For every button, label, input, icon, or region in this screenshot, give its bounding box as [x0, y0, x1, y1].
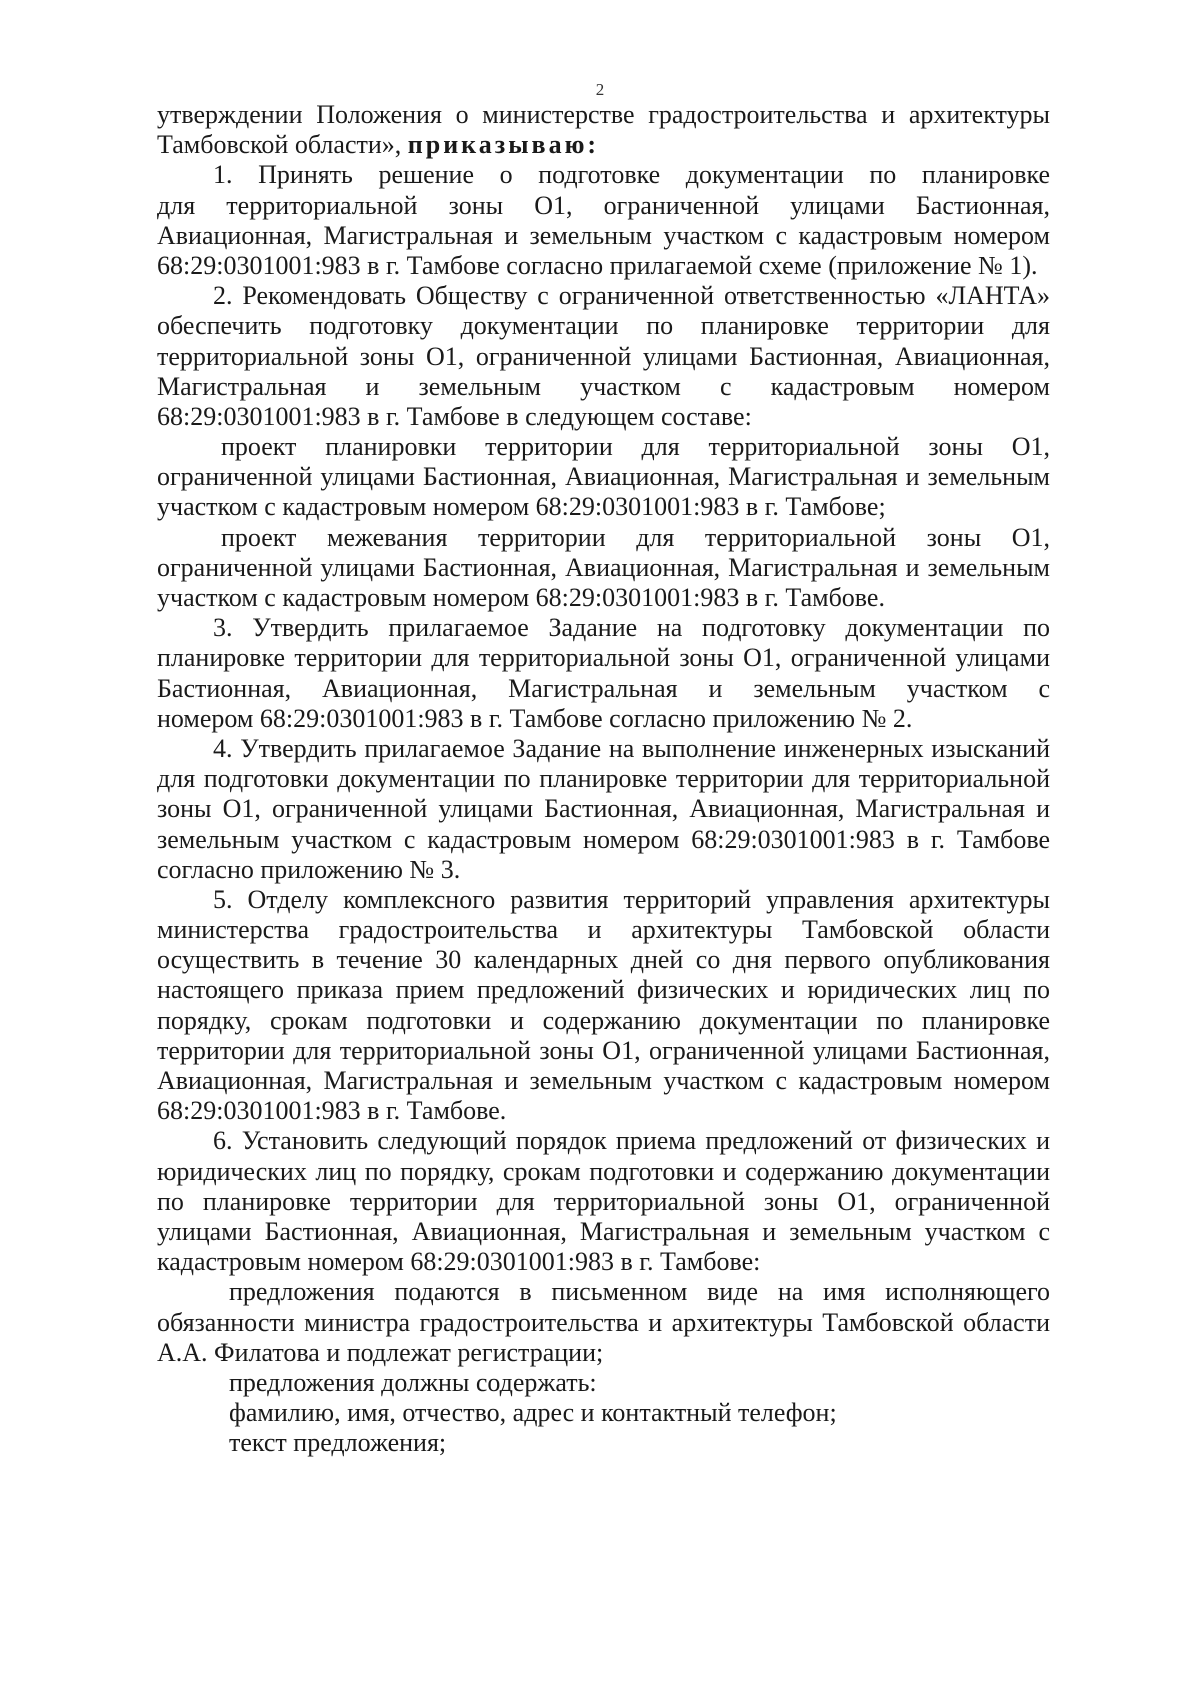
- text-line: кадастровым номером 68:29:0301001:983 в г. Тамбове:: [157, 1247, 761, 1277]
- text-line: согласно приложению № 3.: [157, 854, 461, 884]
- text-line: обязанности министра градостроительства и архитектуры Тамбовской области: [157, 1307, 1050, 1337]
- text-line: настоящего приказа прием предложений физических и юридических лиц по: [157, 975, 1050, 1005]
- text-line: номером 68:29:0301001:983 в г. Тамбове согласно приложению № 2.: [157, 703, 913, 733]
- text-line: участком с кадастровым номером 68:29:0301001:983 в г. Тамбове.: [157, 583, 885, 612]
- text-line: по планировке территории для территориальной зоны О1, ограниченной: [157, 1186, 1050, 1216]
- text-line: 68:29:0301001:983 в г. Тамбове в следующем составе:: [157, 401, 752, 431]
- text-line: текст предложения;: [229, 1428, 447, 1458]
- text-line: предложения подаются в письменном виде на имя исполняющего: [229, 1277, 1050, 1307]
- text-line: проект межевания территории для территориальной зоны О1,: [221, 522, 1050, 552]
- text-line: 68:29:0301001:983 в г. Тамбове.: [157, 1096, 507, 1126]
- page-number: 2: [595, 80, 605, 99]
- text-line: Магистральная и земельным участком с кадастровым номером: [157, 371, 1050, 401]
- text-line: осуществить в течение 30 календарных дней со дня первого опубликования: [157, 945, 1050, 975]
- text-line: порядку, срокам подготовки и содержанию документации по планировке: [157, 1005, 1050, 1035]
- text-line: зоны О1, ограниченной улицами Бастионная, Авиационная, Магистральная и: [157, 794, 1050, 824]
- text-line: для подготовки документации по планировке территории для территориальной: [157, 764, 1050, 794]
- text-line: проект планировки территории для территориальной зоны О1,: [221, 432, 1050, 462]
- text-line: обеспечить подготовку документации по планировке территории для: [157, 311, 1050, 341]
- text-line: территории для территориальной зоны О1, ограниченной улицами Бастионная,: [157, 1035, 1050, 1065]
- text-line: 3. Утвердить прилагаемое Задание на подготовку документации по: [213, 613, 1050, 643]
- text-line: предложения должны содержать:: [229, 1367, 597, 1397]
- text-line: фамилию, имя, отчество, адрес и контактный телефон;: [229, 1398, 837, 1428]
- text-line: А.А. Филатова и подлежат регистрации;: [157, 1337, 604, 1367]
- text-line: ограниченной улицами Бастионная, Авиационная, Магистральная и земельным: [157, 552, 1050, 582]
- text-line: для территориальной зоны О1, ограниченной улицами Бастионная,: [157, 190, 1050, 220]
- text-line: юридических лиц по порядку, срокам подготовки и содержанию документации: [157, 1156, 1050, 1186]
- text-line: планировке территории для территориальной зоны О1, ограниченной улицами: [157, 643, 1050, 673]
- text-line: 6. Установить следующий порядок приема предложений от физических и: [213, 1126, 1050, 1156]
- text-line: [157, 130, 1050, 160]
- text-line: 1. Принять решение о подготовке документации по планировке: [213, 160, 1050, 190]
- text-line: утверждении Положения о министерстве градостроительства и архитектуры: [157, 100, 1050, 129]
- text-line: 5. Отделу комплексного развития территорий управления архитектуры: [213, 884, 1050, 914]
- text-line: территориальной зоны О1, ограниченной улицами Бастионная, Авиационная,: [157, 341, 1050, 371]
- text-line: 4. Утвердить прилагаемое Задание на выполнение инженерных изысканий: [213, 733, 1050, 763]
- text-line: Авиационная, Магистральная и земельным участком с кадастровым номером: [157, 220, 1050, 250]
- text-line: Авиационная, Магистральная и земельным участком с кадастровым номером: [157, 1066, 1050, 1095]
- text-line: 68:29:0301001:983 в г. Тамбове согласно прилагаемой схеме (приложение № 1).: [157, 250, 1038, 280]
- text-line: участком с кадастровым номером 68:29:0301001:983 в г. Тамбове;: [157, 492, 886, 522]
- document-body: [157, 100, 1050, 1458]
- text-line: 2. Рекомендовать Обществу с ограниченной ответственностью «ЛАНТА»: [213, 281, 1050, 311]
- text-line: ограниченной улицами Бастионная, Авиационная, Магистральная и земельным: [157, 462, 1050, 492]
- order-word: приказываю:: [407, 130, 600, 160]
- text-line: Бастионная, Авиационная, Магистральная и земельным участком с: [157, 673, 1050, 703]
- text-line: земельным участком с кадастровым номером 68:29:0301001:983 в г. Тамбове: [157, 824, 1050, 854]
- text-line: министерства градостроительства и архитектуры Тамбовской области: [157, 915, 1050, 945]
- text-fragment: Тамбовской области»,: [157, 130, 402, 160]
- text-line: улицами Бастионная, Авиационная, Магистральная и земельным участком с: [157, 1216, 1050, 1246]
